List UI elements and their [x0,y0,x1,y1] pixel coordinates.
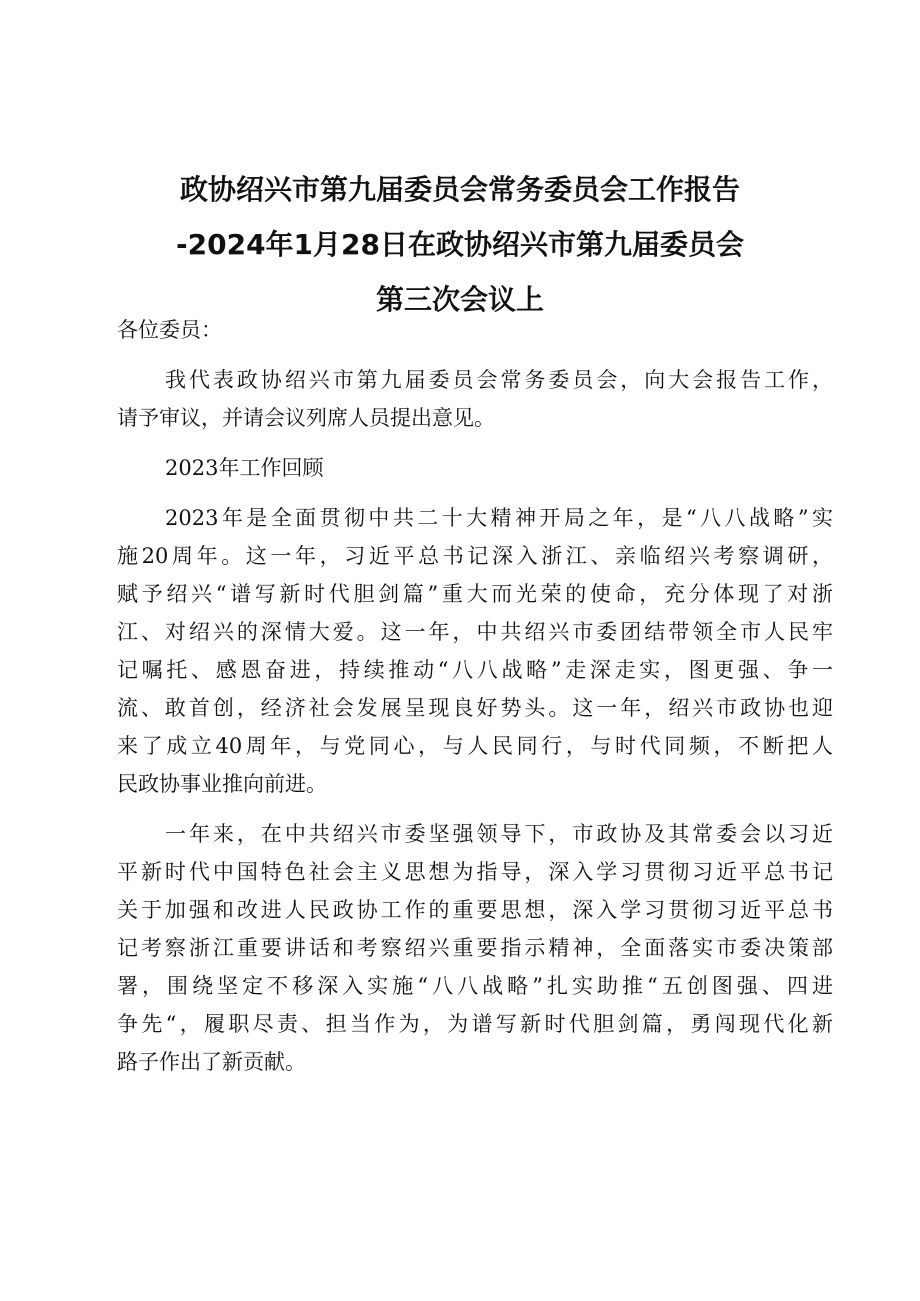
paragraph-2 [117,815,833,1081]
title-line-2: -2024年1月28日在政协绍兴市第九届委员会 [176,228,744,261]
intro-line: 我代表政协绍兴市第九届委员会常务委员会，向大会报告工作， [165,368,833,392]
document-body [117,311,833,1081]
paragraph-line: 记考察浙江重要讲话和考察绍兴重要指示精神，全面落实市委决策部 [117,936,833,960]
paragraph-line: 赋予绍兴“谱写新时代胆剑篇”重大而光荣的使命，充分体现了对浙 [117,582,833,606]
paragraph-line: 记嘱托、感恩奋进，持续推动“八八战略”走深走实，图更强、争一 [117,658,833,682]
paragraph-line: 署，围绕坚定不移深入实施“八八战略”扎实助推“五创图强、四进 [117,974,833,998]
intro-paragraph [117,361,833,437]
paragraph-line: 流、敢首创，经济社会发展呈现良好势头。这一年，绍兴市政协也迎 [117,696,833,720]
paragraph-line: 路子作出了新贡献。 [117,1050,306,1074]
paragraph-line: 民政协事业推向前进。 [117,772,327,796]
section-heading: 2023年工作回顾 [165,456,324,480]
title-line-1: 政协绍兴市第九届委员会常务委员会工作报告 [179,173,740,206]
paragraph-line: 争先“，履职尽责、担当作为，为谱写新时代胆剑篇，勇闯现代化新 [117,1012,833,1036]
paragraph-1 [117,499,833,803]
salutation: 各位委员： [117,318,222,342]
title-line-3: 第三次会议上 [375,283,544,316]
intro-line: 请予审议，并请会议列席人员提出意见。 [117,406,495,430]
paragraph-line: 一年来，在中共绍兴市委坚强领导下，市政协及其常委会以习近 [165,822,833,846]
document-title [60,162,860,327]
paragraph-line: 平新时代中国特色社会主义思想为指导，深入学习贯彻习近平总书记 [117,860,833,884]
paragraph-line: 2023年是全面贯彻中共二十大精神开局之年，是“八八战略”实 [165,506,833,530]
paragraph-line: 江、对绍兴的深情大爱。这一年，中共绍兴市委团结带领全市人民牢 [117,620,833,644]
paragraph-line: 施20周年。这一年，习近平总书记深入浙江、亲临绍兴考察调研， [117,544,833,568]
paragraph-line: 来了成立40周年，与党同心，与人民同行，与时代同频，不断把人 [117,734,833,758]
paragraph-line: 关于加强和改进人民政协工作的重要思想，深入学习贯彻习近平总书 [117,898,833,922]
